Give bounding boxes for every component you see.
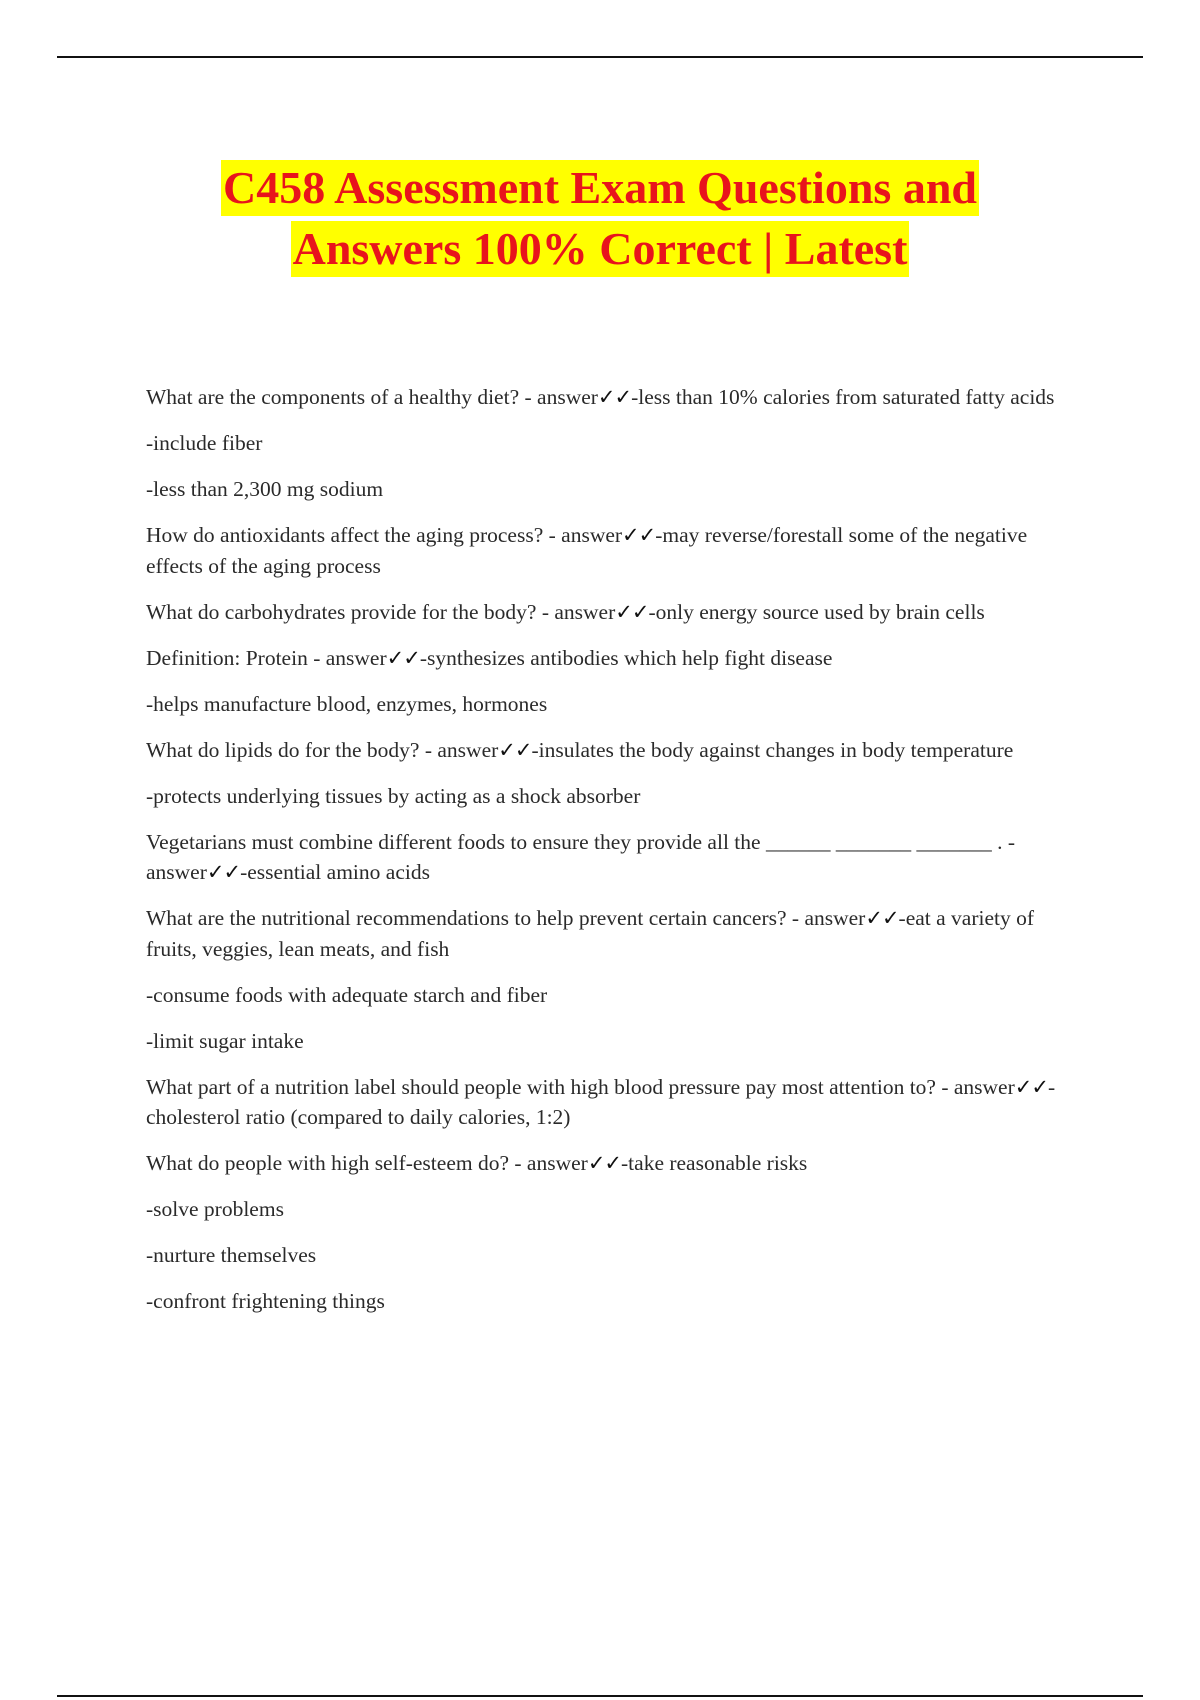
title-line-1: C458 Assessment Exam Questions and — [221, 160, 979, 216]
document-title — [0, 160, 1200, 282]
answer-text: -eat a variety of fruits, veggies, lean meats, and fish — [146, 906, 1035, 961]
qa-item — [146, 1148, 1066, 1179]
answer-text: -cholesterol ratio (compared to daily calories, 1:2) — [146, 1074, 1056, 1129]
answer-extra-line: -less than 2,300 mg sodium — [146, 477, 384, 501]
answer-marker: answer — [554, 599, 616, 624]
double-check-icon: ✓✓ — [587, 1151, 622, 1175]
answer-marker: answer — [325, 645, 387, 670]
answer-extra-line: -consume foods with adequate starch and fiber — [146, 982, 548, 1007]
answer-extra-line: -solve problems — [146, 1197, 284, 1221]
answer-text: -only energy source used by brain cells — [648, 599, 985, 624]
top-rule — [57, 56, 1143, 58]
double-check-icon: ✓✓ — [622, 523, 656, 547]
question-text: What do lipids do for the body? - — [146, 737, 438, 762]
qa-item — [146, 1072, 1066, 1133]
question-text: How do antioxidants affect the aging process? - — [146, 523, 562, 547]
qa-item — [146, 827, 1066, 888]
answer-text: -essential amino acids — [240, 860, 430, 884]
answer-text: -may reverse/forestall some of the negative effects of the aging process — [146, 523, 1028, 578]
answer-marker: answer — [561, 523, 623, 547]
double-check-icon: ✓✓ — [206, 860, 241, 884]
double-check-icon: ✓✓ — [865, 906, 899, 930]
answer-extra-line: -confront frightening things — [146, 1289, 385, 1313]
answer-extra-line: -protects underlying tissues by acting as a shock absorber — [146, 783, 641, 808]
question-text: What do people with high self-esteem do? - — [146, 1151, 527, 1175]
answer-marker: answer — [146, 860, 207, 884]
double-check-icon: ✓✓ — [615, 599, 649, 624]
bottom-rule — [57, 1695, 1143, 1697]
question-text: What part of a nutrition label should people with high blood pressure pay most attention to? - — [146, 1074, 954, 1099]
answer-marker: answer — [437, 737, 499, 762]
question-text: What are the components of a healthy diet? - — [146, 385, 538, 409]
title-line-2: Answers 100% Correct | Latest — [291, 221, 910, 277]
answer-marker: answer — [804, 906, 866, 930]
qa-list — [146, 382, 1066, 1332]
answer-extra-line: -helps manufacture blood, enzymes, hormones — [146, 691, 548, 716]
qa-item — [146, 597, 1066, 628]
double-check-icon: ✓✓ — [597, 385, 632, 409]
qa-item — [146, 382, 1066, 413]
double-check-icon: ✓✓ — [498, 737, 532, 762]
answer-extra-line: -include fiber — [146, 431, 263, 455]
question-text: Definition: Protein - — [146, 645, 326, 670]
answer-text: -insulates the body against changes in body temperature — [531, 737, 1014, 762]
double-check-icon: ✓✓ — [1014, 1074, 1048, 1099]
question-text: What are the nutritional recommendations to help prevent certain cancers? - — [146, 906, 805, 930]
answer-extra-line: -nurture themselves — [146, 1243, 317, 1267]
qa-item — [146, 643, 1066, 674]
answer-marker: answer — [953, 1074, 1015, 1099]
question-text: What do carbohydrates provide for the body? - — [146, 599, 555, 624]
qa-item — [146, 903, 1066, 964]
answer-marker: answer — [537, 385, 598, 409]
answer-extra-line: -limit sugar intake — [146, 1028, 304, 1053]
answer-marker: answer — [526, 1151, 588, 1175]
question-text: Vegetarians must combine different foods to ensure they provide all the ______ _______ _______ . - — [146, 829, 1015, 854]
answer-text: -less than 10% calories from saturated fatty acids — [631, 385, 1055, 409]
answer-text: -synthesizes antibodies which help fight disease — [419, 645, 833, 670]
answer-text: -take reasonable risks — [621, 1151, 808, 1175]
double-check-icon: ✓✓ — [386, 645, 420, 670]
qa-item — [146, 520, 1066, 581]
qa-item — [146, 735, 1066, 766]
